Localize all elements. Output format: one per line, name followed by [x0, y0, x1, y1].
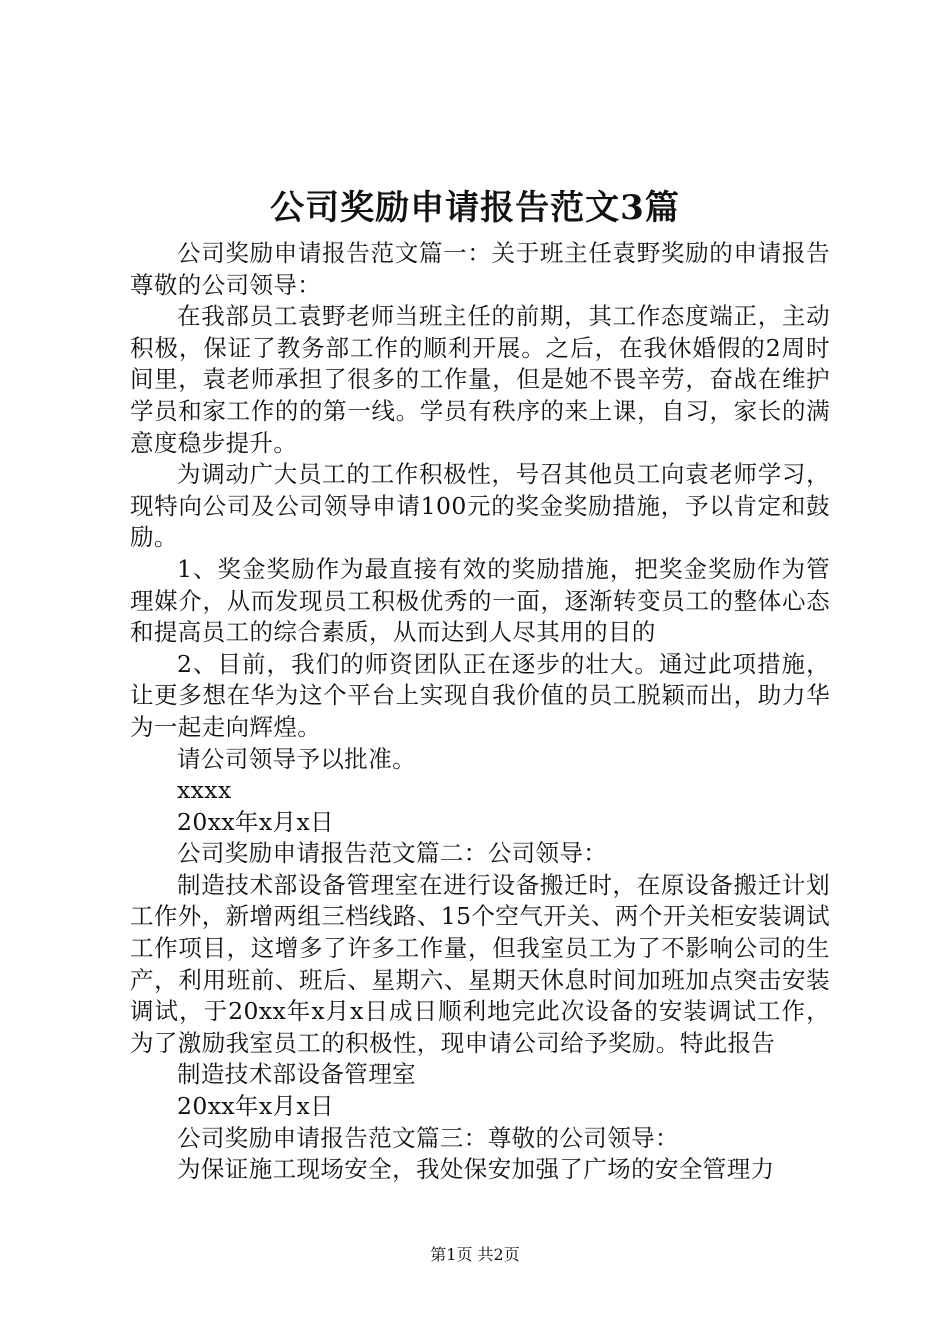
paragraph-13: 公司奖励申请报告范文篇三：尊敬的公司领导：: [177, 1123, 679, 1152]
signature-date-2: 20xx年x月x日: [177, 1092, 335, 1121]
page-footer: 第1页 共2页: [430, 1245, 520, 1264]
signature-department: 制造技术部设备管理室: [177, 1060, 416, 1089]
paragraph-1: 公司奖励申请报告范文篇一：关于班主任袁野奖励的申请报告尊敬的公司领导：: [130, 239, 830, 299]
paragraph-4: 1、奖金奖励作为最直接有效的奖励措施，把奖金奖励作为管理媒介，从而发现员工积极优秀的一面，逐渐转变员工的整体心态和提高员工的综合素质，从而达到人尽其用的目的: [130, 554, 830, 647]
signature-date: 20xx年x月x日: [177, 807, 335, 836]
signature-name: xxxx: [177, 776, 232, 805]
document-body: [130, 238, 830, 1186]
paragraph-5: 2、目前，我们的师资团队正在逐步的壮大。通过此项措施，让更多想在华为这个平台上实现自我价值的员工脱颖而出，助力华为一起走向辉煌。: [130, 649, 830, 741]
paragraph-6: 请公司领导予以批准。: [177, 744, 416, 773]
paragraph-14: 为保证施工现场安全，我处保安加强了广场的安全管理力: [177, 1155, 775, 1184]
paragraph-3: 为调动广大员工的工作积极性，号召其他员工向袁老师学习，现特向公司及公司领导申请100元的奖金奖励措施，予以肯定和鼓励。: [130, 460, 830, 552]
document-title: 公司奖励申请报告范文3篇: [270, 188, 680, 228]
paragraph-10: 制造技术部设备管理室在进行设备搬迁时，在原设备搬迁计划工作外，新增两组三档线路、15个空气开关、两个开关柜安装调试工作项目，这增多了许多工作量，但我室员工为了不影响公司的生产，利用班前、班后、星期六、星期天休息时间加班加点突击安装调试，于20xx年x月x日成日顺利地完此次设备的安装调试工作，为了激励我室员工的积极性，现申请公司给予奖励。特此报告: [130, 870, 830, 1057]
paragraph-9: 公司奖励申请报告范文篇二：公司领导：: [177, 839, 608, 868]
paragraph-2: 在我部员工袁野老师当班主任的前期，其工作态度端正，主动积极，保证了教务部工作的顺利开展。之后，在我休婚假的2周时间里，袁老师承担了很多的工作量，但是她不畏辛劳，奋战在维护学员和家工作的的第一线。学员有秩序的来上课，自习，家长的满意度稳步提升。: [130, 302, 830, 457]
